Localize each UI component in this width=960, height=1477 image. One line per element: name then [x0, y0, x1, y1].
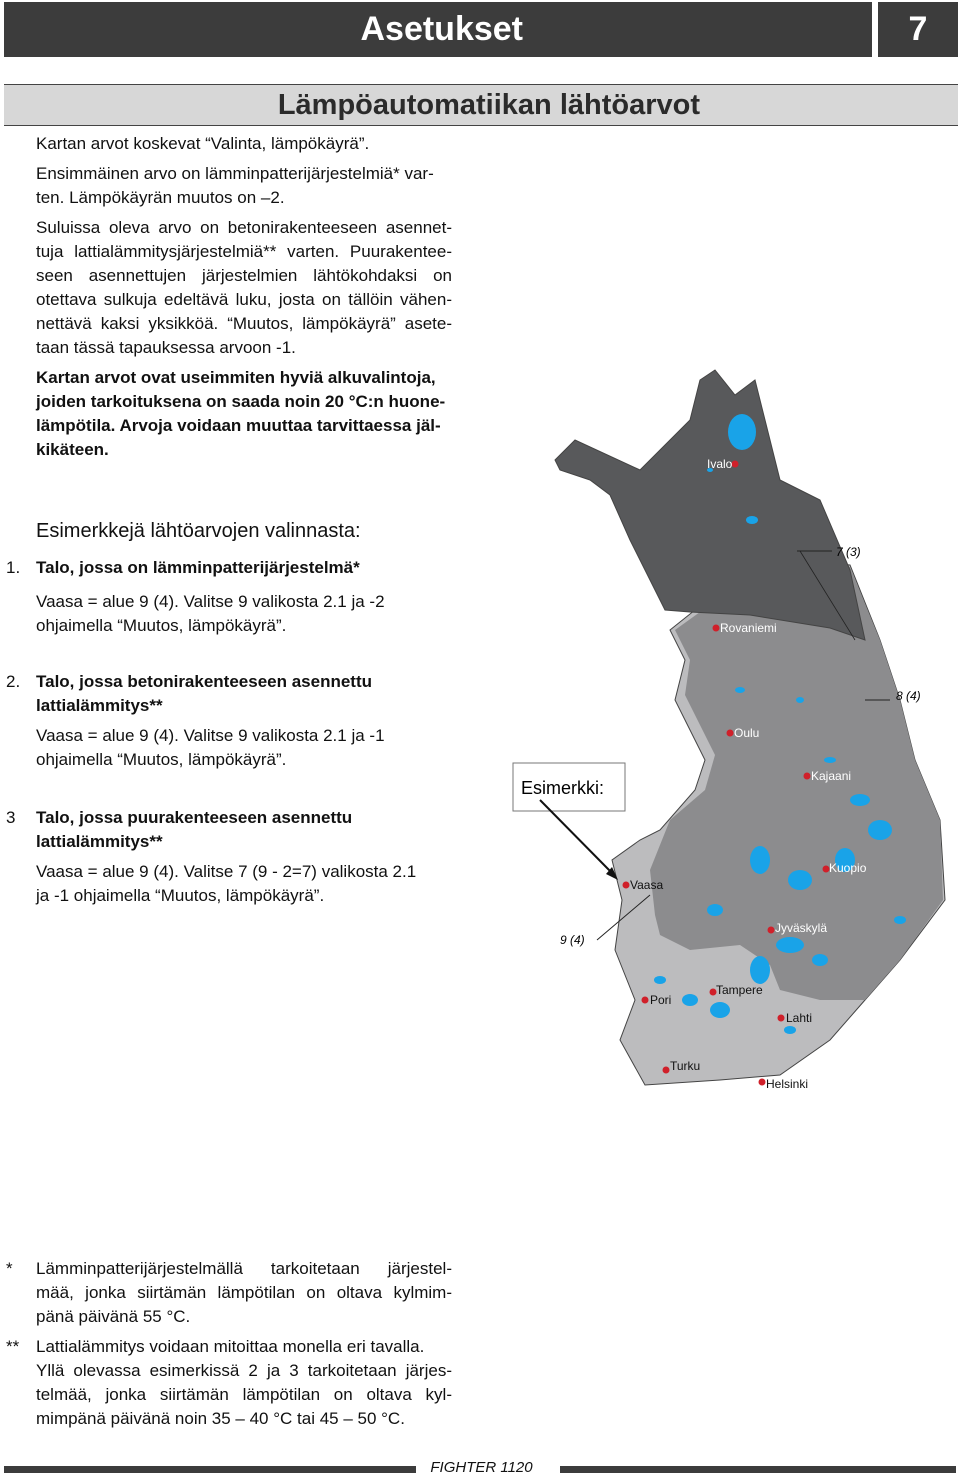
intro-paragraph-3-line: taan tässä tapauksessa arvoon -1. — [36, 338, 296, 357]
example-text: ohjaimella “Muutos, lämpökäyrä”. — [36, 750, 287, 769]
example-title: lattialämmitys** — [36, 696, 163, 715]
footer-rule-right — [560, 1466, 956, 1473]
city-label-rovaniemi: Rovaniemi — [720, 621, 777, 635]
example-text: ja -1 ohjaimella “Muutos, lämpökäyrä”. — [36, 886, 325, 905]
footnote-marker: ** — [6, 1337, 20, 1356]
intro-paragraph-3-line: seen asennettujen järjestelmien lähtökohdaksi on — [36, 266, 452, 285]
example-title: Talo, jossa on lämminpatterijärjestelmä* — [36, 558, 360, 577]
city-label-turku: Turku — [670, 1059, 701, 1073]
intro-paragraph-4-line: kikäteen. — [36, 440, 109, 459]
footnote-2-line: Lattialämmitys voidaan mitoittaa monella eri tavalla. — [36, 1337, 425, 1356]
city-label-tampere: Tampere — [716, 983, 763, 997]
intro-paragraph-2-line: ten. Lämpökäyrän muutos on –2. — [36, 188, 285, 207]
page-title: Asetukset — [360, 10, 523, 48]
example-text: Vaasa = alue 9 (4). Valitse 9 valikosta 2.1 ja -2 — [36, 592, 385, 611]
intro-paragraph-1: Kartan arvot koskevat “Valinta, lämpökäyrä”. — [36, 134, 370, 153]
city-label-ivalo: Ivalo — [707, 457, 733, 471]
city-label-lahti: Lahti — [786, 1011, 813, 1025]
intro-paragraph-4-line: joiden tarkoituksena on saada noin 20 °C:n huone- — [36, 392, 446, 411]
intro-paragraph-3-line: nettävä kaksi yksikköä. “Muutos, lämpökäyrä” asete- — [36, 314, 452, 333]
example-text: Vaasa = alue 9 (4). Valitse 7 (9 - 2=7) valikosta 2.1 — [36, 862, 417, 881]
example-number: 1. — [6, 558, 21, 577]
footnote-2-line: mimpänä päivänä noin 35 – 40 °C tai 45 – 50 °C. — [36, 1409, 405, 1428]
footer-product: FIGHTER 1120 — [430, 1459, 533, 1476]
example-label: Esimerkki: — [521, 778, 605, 798]
zone-label-7: 7 (3) — [836, 545, 861, 559]
intro-paragraph-4-line: lämpötila. Arvoja voidaan muuttaa tarvittaessa jäl- — [36, 416, 441, 435]
zone-label-9: 9 (4) — [560, 933, 585, 947]
example-label-box — [513, 763, 625, 811]
section-title: Lämpöautomatiikan lähtöarvot — [277, 89, 700, 121]
city-label-jyvaskyla: Jyväskylä — [775, 921, 828, 935]
example-title: Talo, jossa puurakenteeseen asennettu — [36, 808, 353, 827]
city-label-kuopio: Kuopio — [829, 861, 867, 875]
city-label-helsinki: Helsinki — [766, 1077, 809, 1091]
intro-paragraph-3-line: Suluissa oleva arvo on betonirakenteeseen asennet- — [36, 218, 452, 237]
example-text: Vaasa = alue 9 (4). Valitse 9 valikosta 2.1 ja -1 — [36, 726, 385, 745]
footnote-2-line: Yllä olevassa esimerkissä 2 ja 3 tarkoitetaan järjes- — [36, 1361, 452, 1380]
footnote-1-line: pänä päivänä 55 °C. — [36, 1307, 191, 1326]
examples-heading: Esimerkkejä lähtöarvojen valinnasta: — [36, 520, 361, 542]
intro-paragraph-3-line: tuja lattialämmitysjärjestelmiä** varten. Puurakentee- — [36, 242, 452, 261]
example-number: 3 — [6, 808, 16, 827]
zone-8-region — [650, 562, 943, 1000]
example-title: lattialämmitys** — [36, 832, 163, 851]
example-title: Talo, jossa betonirakenteeseen asennettu — [36, 672, 373, 691]
zone-label-8: 8 (4) — [896, 689, 921, 703]
footnote-1-line: Lämminpatterijärjestelmällä tarkoitetaan järjestel- — [36, 1259, 452, 1278]
footnote-2-line: telmää, jonka siirtämän lämpötilan on oltava kyl- — [36, 1385, 452, 1404]
city-label-oulu: Oulu — [734, 726, 760, 740]
footnote-1-line: mää, jonka siirtämän lämpötilan on oltava kylmim- — [36, 1283, 452, 1302]
example-number: 2. — [6, 672, 21, 691]
example-text: ohjaimella “Muutos, lämpökäyrä”. — [36, 616, 287, 635]
intro-paragraph-2-line: Ensimmäinen arvo on lämminpatterijärjestelmiä* var- — [36, 164, 434, 183]
intro-paragraph-4-line: Kartan arvot ovat useimmiten hyviä alkuvalintoja, — [36, 368, 436, 387]
city-label-pori: Pori — [650, 993, 672, 1007]
city-label-kajaani: Kajaani — [811, 769, 852, 783]
footer-rule-left — [4, 1466, 416, 1473]
zone-7-region — [555, 370, 865, 640]
page-number: 7 — [878, 2, 958, 57]
intro-paragraph-3-line: otettava sulkuja edeltävä luku, josta on tällöin vähen- — [36, 290, 452, 309]
city-label-vaasa: Vaasa — [630, 878, 664, 892]
footnote-marker: * — [6, 1259, 13, 1278]
